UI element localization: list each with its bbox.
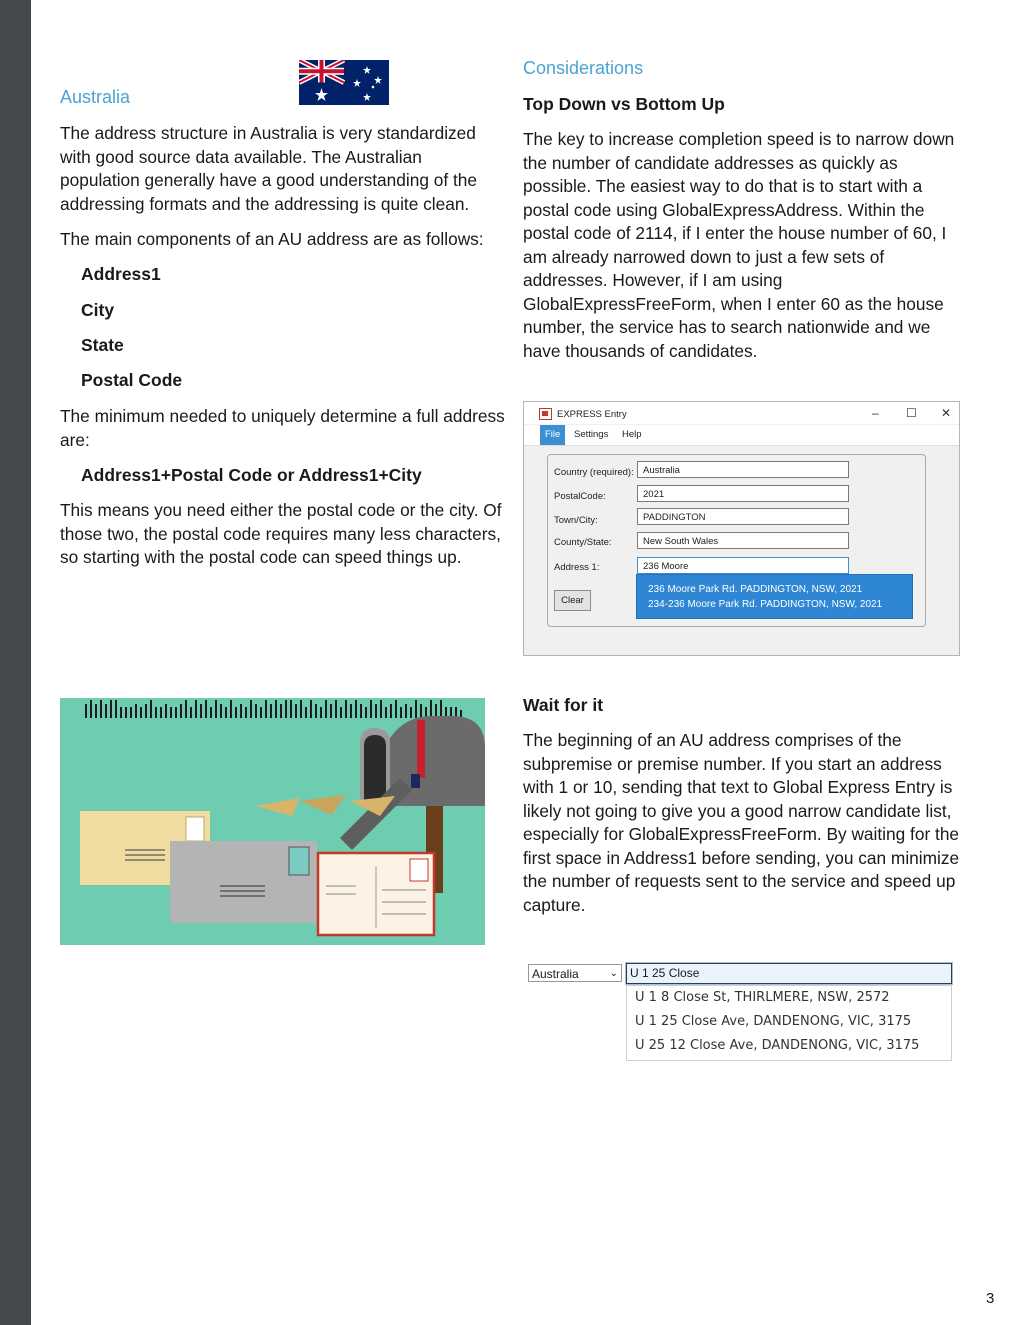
address1-label: Address 1: bbox=[554, 562, 600, 573]
mailbox-illustration bbox=[60, 698, 485, 945]
component-city: City bbox=[81, 300, 115, 320]
address-suggestion-item[interactable]: U 25 12 Close Ave, DANDENONG, VIC, 3175 bbox=[635, 1038, 920, 1053]
address-search-input[interactable]: U 1 25 Close bbox=[626, 963, 952, 984]
side-bar bbox=[0, 0, 31, 1325]
country-select-value: Australia bbox=[532, 967, 579, 981]
maximize-icon[interactable]: ☐ bbox=[906, 406, 917, 420]
country-field[interactable]: Australia bbox=[637, 461, 849, 478]
county-state-label: County/State: bbox=[554, 537, 612, 548]
postal-code-field[interactable]: 2021 bbox=[637, 485, 849, 502]
components-intro: The main components of an AU address are as follows: bbox=[60, 229, 484, 249]
address-form-group bbox=[547, 454, 926, 627]
menu-help[interactable]: Help bbox=[622, 429, 642, 440]
express-entry-window bbox=[523, 401, 960, 656]
top-down-heading: Top Down vs Bottom Up bbox=[523, 94, 725, 114]
close-icon[interactable]: ✕ bbox=[941, 406, 952, 420]
component-state: State bbox=[81, 335, 124, 355]
wait-for-it-heading: Wait for it bbox=[523, 695, 604, 715]
component-address1: Address1 bbox=[81, 264, 161, 284]
minimum-requirement: Address1+Postal Code or Address1+City bbox=[81, 465, 422, 485]
town-city-field[interactable]: PADDINGTON bbox=[637, 508, 849, 525]
address-suggestion-list bbox=[626, 985, 952, 1061]
country-label: Country (required): bbox=[554, 467, 634, 478]
intro-paragraph: The address structure in Australia is very standardized with good source data available. The Australian population generally have a good understanding of the addressing formats and the addressing is quite clean. bbox=[60, 123, 477, 214]
component-postal-code: Postal Code bbox=[81, 370, 183, 390]
considerations-heading: Considerations bbox=[523, 58, 644, 78]
address-suggestion-item[interactable]: U 1 25 Close Ave, DANDENONG, VIC, 3175 bbox=[635, 1014, 912, 1029]
menu-settings[interactable]: Settings bbox=[574, 429, 609, 440]
suggestion-item[interactable]: 234-236 Moore Park Rd. PADDINGTON, NSW, 2021 bbox=[648, 599, 883, 610]
page-number: 3 bbox=[986, 1290, 995, 1307]
window-title-bar bbox=[524, 402, 959, 424]
postal-code-paragraph: This means you need either the postal code or the city. Of those two, the postal code requires many less characters, so starting with the postal code can speed things up. bbox=[60, 500, 502, 567]
town-city-label: Town/City: bbox=[554, 515, 598, 526]
menu-bar bbox=[524, 425, 959, 446]
postal-code-label: PostalCode: bbox=[554, 491, 606, 502]
clear-button[interactable]: Clear bbox=[554, 590, 591, 611]
menu-file[interactable]: File bbox=[540, 425, 565, 445]
window-title: EXPRESS Entry bbox=[557, 409, 627, 420]
chevron-down-icon: ⌄ bbox=[609, 968, 618, 979]
minimize-icon[interactable]: – bbox=[872, 406, 879, 420]
australia-heading: Australia bbox=[60, 87, 131, 107]
country-select[interactable] bbox=[528, 964, 622, 982]
wait-for-it-paragraph: The beginning of an AU address comprises of the subpremise or premise number. If you start an address with 1 or 10, sending that text to Global Express Entry is likely not going to give you a good narrow candidate list, especially for GlobalExpressFreeForm. By waiting for the first space in Address1 before sending, you can minimize the number of requests sent to the service and speed up capture. bbox=[523, 730, 960, 915]
top-down-paragraph: The key to increase completion speed is to narrow down the number of candidate addresses as quickly as possible. The easiest way to do that is to start with a postal code using GlobalExpressAddress. Within the postal code of 2114, if I enter the house number of 60, I am already narrowed down to just a few sets of addresses. However, if I am using GlobalExpressFreeForm, when I enter 60 as the house number, the service has to search nationwide and we have thousands of candidates. bbox=[523, 129, 955, 361]
address-suggestion-item[interactable]: U 1 8 Close St, THIRLMERE, NSW, 2572 bbox=[635, 990, 890, 1005]
suggestion-item[interactable]: 236 Moore Park Rd. PADDINGTON, NSW, 2021 bbox=[648, 584, 863, 595]
suggestion-dropdown bbox=[636, 574, 913, 619]
australia-flag-icon bbox=[299, 60, 389, 105]
app-logo-icon bbox=[539, 408, 552, 420]
address1-field[interactable]: 236 Moore bbox=[637, 557, 849, 574]
minimum-paragraph: The minimum needed to uniquely determine a full address are: bbox=[60, 406, 505, 450]
county-state-field[interactable]: New South Wales bbox=[637, 532, 849, 549]
